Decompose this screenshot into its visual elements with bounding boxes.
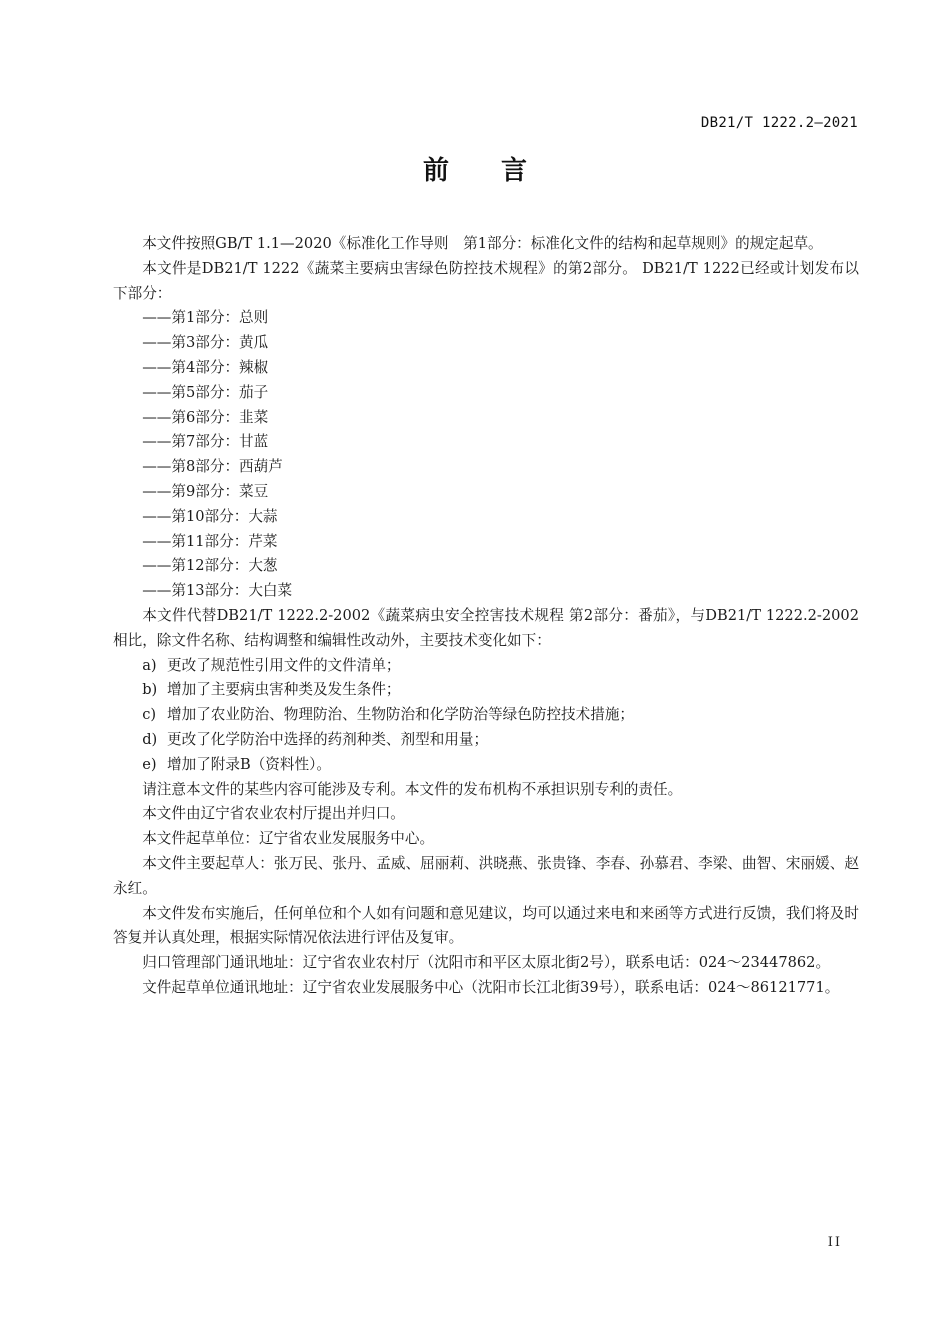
change-label: e) <box>142 755 157 773</box>
list-item: ——第13部分：大白菜 <box>142 582 293 600</box>
paragraph-drafting-unit: 本文件起草单位：辽宁省农业发展服务中心。 <box>142 830 435 848</box>
list-item: ——第5部分：茄子 <box>142 383 269 401</box>
list-item: ——第1部分：总则 <box>142 309 269 327</box>
list-item: ——第10部分：大蒜 <box>142 507 278 525</box>
list-item: ——第9部分：菜豆 <box>142 482 269 500</box>
page-title: 前言 <box>422 156 579 186</box>
document-body <box>113 232 859 1001</box>
change-text: 更改了化学防治中选择的药剂种类、剂型和用量； <box>167 730 489 748</box>
paragraph-series-intro: 本文件是DB21/T 1222《蔬菜主要病虫害绿色防控技术规程》的第2部分。 DB21/T 1222已经或计划发布以下部分： <box>113 259 859 302</box>
list-item: ——第7部分：甘蓝 <box>142 433 269 451</box>
change-text: 增加了主要病虫害种类及发生条件； <box>167 681 401 699</box>
document-code: DB21/T 1222.2—2021 <box>700 115 858 131</box>
change-item-a <box>113 654 859 679</box>
change-text: 更改了规范性引用文件的文件清单； <box>167 656 401 674</box>
change-item-d <box>113 728 859 753</box>
paragraph-admin-address: 归口管理部门通讯地址：辽宁省农业农村厅（沈阳市和平区太原北街2号），联系电话：024～23447862。 <box>142 954 831 972</box>
change-item-c <box>113 703 859 728</box>
paragraph-feedback: 本文件发布实施后，任何单位和个人如有问题和意见建议，均可以通过来电和来函等方式进行反馈，我们将及时答复并认真处理，根据实际情况依法进行评估及复审。 <box>113 904 859 947</box>
change-text: 增加了附录B（资料性）。 <box>167 755 331 773</box>
list-item: ——第4部分：辣椒 <box>142 358 269 376</box>
page-number: II <box>827 1235 842 1250</box>
paragraph-replacement: 本文件代替DB21/T 1222.2-2002《蔬菜病虫安全控害技术规程 第2部分：番茄》，与DB21/T 1222.2-2002相比，除文件名称、结构调整和编辑性改动外，主要技术变化如下： <box>113 606 859 649</box>
paragraph-drafters: 本文件主要起草人：张万民、张丹、孟威、屈丽莉、洪晓燕、张贵锋、李春、孙慕君、李梁、曲智、宋丽媛、赵永红。 <box>113 854 859 897</box>
change-text: 增加了农业防治、物理防治、生物防治和化学防治等绿色防控技术措施； <box>167 706 635 724</box>
list-item: ——第6部分：韭菜 <box>142 408 269 426</box>
list-item: ——第8部分：西葫芦 <box>142 458 283 476</box>
parts-list <box>113 306 859 604</box>
list-item: ——第11部分：芹菜 <box>142 532 278 550</box>
change-label: a) <box>142 656 157 674</box>
change-label: b) <box>142 681 158 699</box>
paragraph-proposer: 本文件由辽宁省农业农村厅提出并归口。 <box>142 805 405 823</box>
list-item: ——第12部分：大葱 <box>142 557 278 575</box>
change-label: d) <box>142 730 158 748</box>
changes-list <box>113 654 859 778</box>
paragraph-drafting-basis: 本文件按照GB/T 1.1—2020《标准化工作导则 第1部分：标准化文件的结构和起草规则》的规定起草。 <box>142 235 823 252</box>
list-item: ——第3部分：黄瓜 <box>142 334 269 352</box>
change-label: c) <box>142 706 157 724</box>
paragraph-drafter-address: 文件起草单位通讯地址：辽宁省农业发展服务中心（沈阳市长江北街39号），联系电话：024～86121771。 <box>142 978 840 996</box>
paragraph-patent-notice: 请注意本文件的某些内容可能涉及专利。本文件的发布机构不承担识别专利的责任。 <box>142 780 683 798</box>
change-item-e <box>113 753 859 778</box>
change-item-b <box>113 678 859 703</box>
